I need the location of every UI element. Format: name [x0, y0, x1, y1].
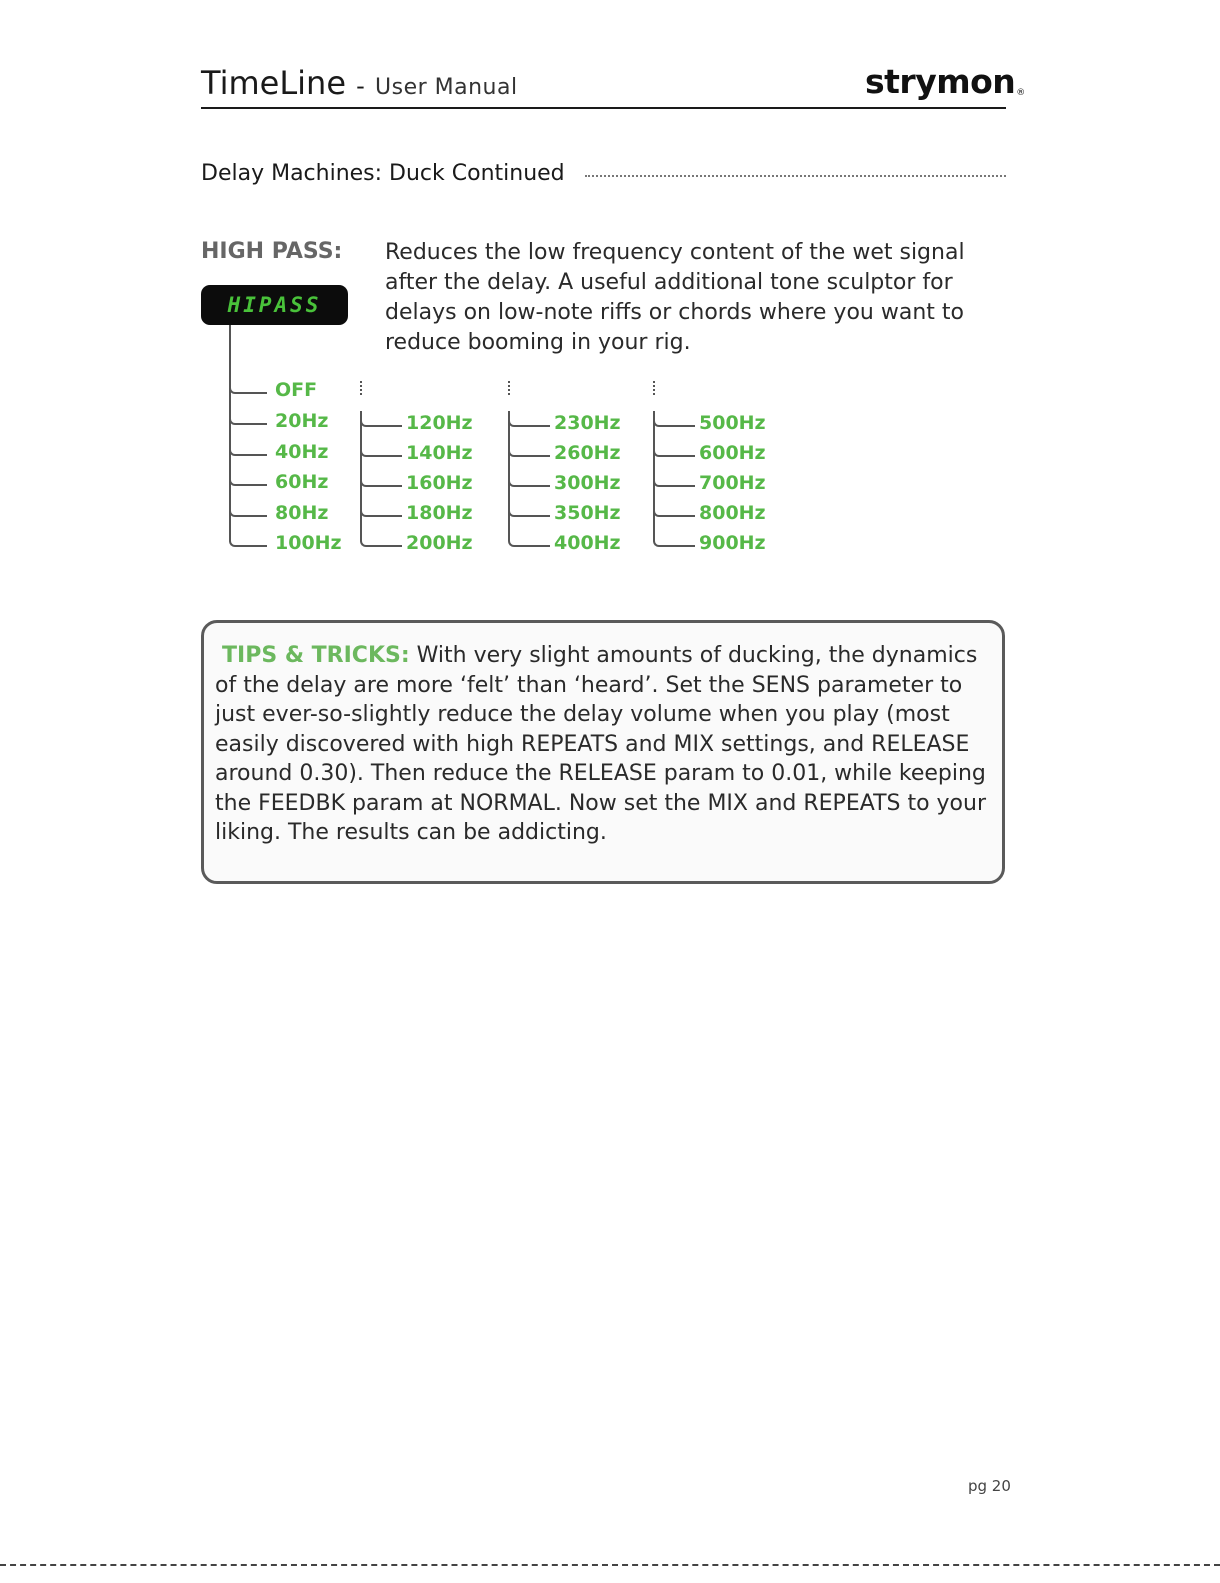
title-main: TimeLine: [201, 64, 346, 102]
tips-box: [201, 620, 1005, 884]
tree-branch: [653, 471, 695, 487]
bottom-dashed-border: [0, 1564, 1220, 1566]
tree-branch: [508, 531, 550, 547]
tree-branch: [653, 441, 695, 457]
tree-branch: [360, 471, 402, 487]
param-description: Reduces the low frequency content of the wet signal after the delay. A useful additional tone sculptor for delays on low-note riffs or chords where you want to reduce booming in your rig.: [385, 240, 965, 355]
option-label: 500Hz: [699, 412, 766, 434]
option-label: 180Hz: [406, 502, 473, 524]
section-dotted-leader: [585, 175, 1006, 177]
tree-branch: [360, 441, 402, 457]
option-label: 140Hz: [406, 442, 473, 464]
tree-branch: [360, 501, 402, 517]
option-label: 300Hz: [554, 472, 621, 494]
tree-branch: [229, 531, 267, 547]
tree-branch: [229, 409, 267, 425]
column-divider-tick: [653, 381, 655, 395]
lcd-display: [201, 285, 348, 325]
tree-branch: [653, 411, 695, 427]
title-separator: -: [356, 72, 365, 100]
option-label: 600Hz: [699, 442, 766, 464]
option-label: 60Hz: [275, 471, 329, 493]
option-label: 700Hz: [699, 472, 766, 494]
option-label: OFF: [275, 379, 318, 401]
option-label: 40Hz: [275, 441, 329, 463]
tips-paragraph: [215, 641, 995, 848]
tree-branch: [653, 501, 695, 517]
tree-branch: [229, 378, 267, 394]
option-label: 20Hz: [275, 410, 329, 432]
tree-branch: [508, 471, 550, 487]
header-divider: [201, 107, 1006, 109]
document-title: [201, 64, 518, 102]
page-number: pg 20: [968, 1477, 1011, 1495]
tree-branch: [508, 411, 550, 427]
title-subtitle: User Manual: [375, 75, 518, 100]
option-label: 350Hz: [554, 502, 621, 524]
option-label: 900Hz: [699, 532, 766, 554]
option-label: 80Hz: [275, 502, 329, 524]
registered-mark: ®: [1016, 88, 1025, 98]
option-label: 200Hz: [406, 532, 473, 554]
tree-branch: [229, 440, 267, 456]
option-label: 260Hz: [554, 442, 621, 464]
option-label: 800Hz: [699, 502, 766, 524]
tree-branch: [508, 441, 550, 457]
tips-label: TIPS & TRICKS:: [222, 643, 410, 668]
option-label: 230Hz: [554, 412, 621, 434]
tree-branch: [653, 531, 695, 547]
tree-branch: [508, 501, 550, 517]
brand-name: strymon: [865, 62, 1016, 101]
tree-branch: [229, 501, 267, 517]
column-divider-tick: [360, 381, 362, 395]
option-label: 160Hz: [406, 472, 473, 494]
lcd-readout: HIPASS: [227, 293, 322, 317]
section-heading: Delay Machines: Duck Continued: [201, 161, 565, 186]
tips-body: With very slight amounts of ducking, the dynamics of the delay are more ‘felt’ than ‘heard’. Set the SENS parameter to just ever-so-slightly reduce the delay volume when you play (most easily discovered with high REPEATS and MIX settings, and RELEASE around 0.30). Then reduce the RELEASE param to 0.01, while keeping the FEEDBK param at NORMAL. Now set the MIX and REPEATS to your liking. The results can be addicting.: [215, 643, 987, 845]
tree-branch: [360, 411, 402, 427]
tree-branch: [360, 531, 402, 547]
option-label: 100Hz: [275, 532, 342, 554]
option-label: 120Hz: [406, 412, 473, 434]
brand-logo: [865, 62, 1025, 101]
param-label: HIGH PASS:: [201, 239, 343, 264]
option-label: 400Hz: [554, 532, 621, 554]
column-divider-tick: [508, 381, 510, 395]
tree-branch: [229, 470, 267, 486]
